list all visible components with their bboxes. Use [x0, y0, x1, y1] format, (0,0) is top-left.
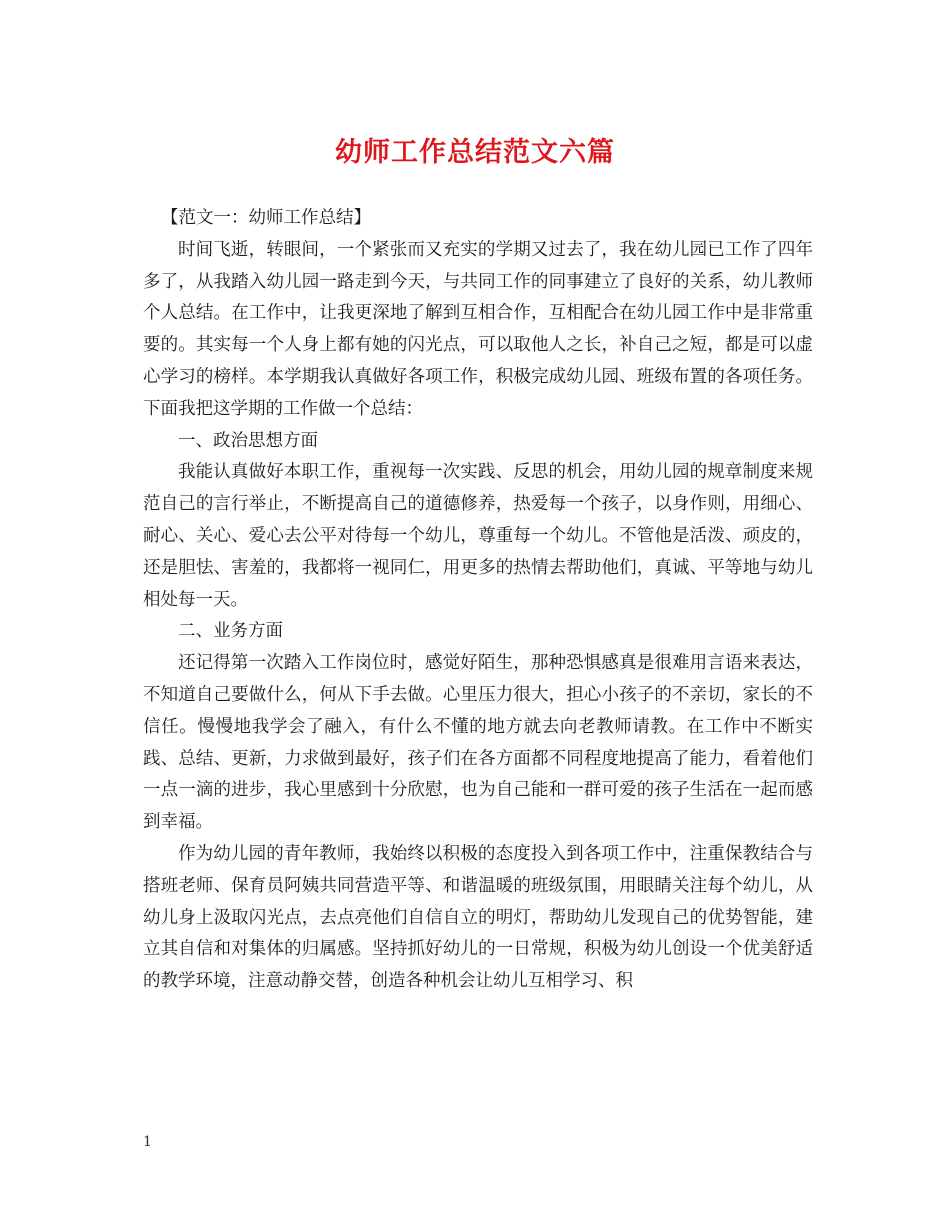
section-heading: 一、政治思想方面	[178, 430, 318, 451]
paragraph: 作为幼儿园的青年教师，我始终以积极的态度投入到各项工作中，注重保教结合与搭班老师、保育员阿姨共同营造平等、和谐温暖的班级氛围，用眼睛关注每个幼儿，从幼儿身上汲取闪光点，去点亮他们自信自立的明灯，帮助幼儿发现自己的优势智能，建立其自信和对集体的归属感。坚持抓好幼儿的一日常规，积极为幼儿创设一个优美舒适的教学环境，注意动静交替，创造各种机会让幼儿互相学习、积	[143, 843, 813, 992]
paragraph: 还记得第一次踏入工作岗位时，感觉好陌生，那种恐惧感真是很难用言语来表达，不知道自己要做什么，何从下手去做。心里压力很大，担心小孩子的不亲切，家长的不信任。慢慢地我学会了融入，有什么不懂的地方就去向老教师请教。在工作中不断实践、总结、更新，力求做到最好，孩子们在各方面都不同程度地提高了能力，看着他们一点一滴的进步，我心里感到十分欣慰，也为自己能和一群可爱的孩子生活在一起而感到幸福。	[143, 653, 813, 833]
paragraph: 时间飞逝，转眼间，一个紧张而又充实的学期又过去了，我在幼儿园已工作了四年多了，从我踏入幼儿园一路走到今天，与共同工作的同事建立了良好的关系，幼儿教师个人总结。在工作中，让我更深地了解到互相合作，互相配合在幼儿园工作中是非常重要的。其实每一个人身上都有她的闪光点，可以取他人之长，补自己之短，都是可以虚心学习的榜样。本学期我认真做好各项工作，积极完成幼儿园、班级布置的各项任务。下面我把这学期的工作做一个总结：	[143, 239, 813, 419]
page-number: 1	[143, 1134, 152, 1150]
section-tag: 【范文一：幼师工作总结】	[161, 208, 371, 228]
section-heading: 二、业务方面	[178, 621, 283, 642]
paragraph: 我能认真做好本职工作，重视每一次实践、反思的机会，用幼儿园的规章制度来规范自己的言行举止，不断提高自己的道德修养，热爱每一个孩子，以身作则，用细心、耐心、关心、爱心去公平对待每一个幼儿，尊重每一个幼儿。不管他是活泼、顽皮的，还是胆怯、害羞的，我都将一视同仁，用更多的热情去帮助他们，真诚、平等地与幼儿相处每一天。	[143, 462, 813, 610]
document-title: 幼师工作总结范文六篇	[335, 137, 615, 168]
document-body	[143, 203, 813, 998]
